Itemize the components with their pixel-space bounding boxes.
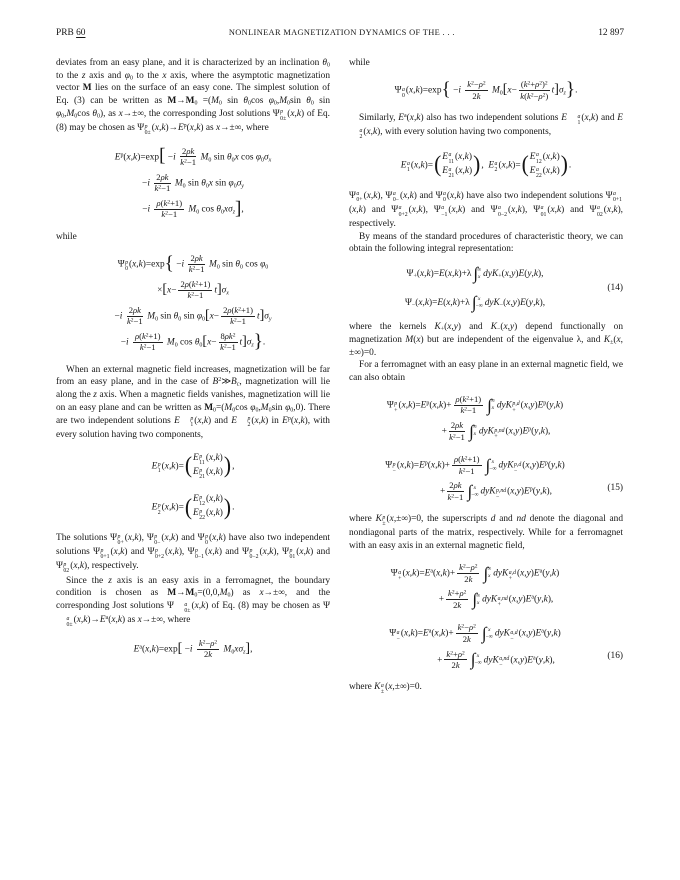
equation-line: Ψ p 0 (x,k)=exp{ −i $\frac{2\rho k}{k^2-1}$ $M_0$ $\sin \theta_0$ $\cos \varphi_0$ xyxy=(117,252,269,275)
right-column xyxy=(349,57,623,695)
equation-line: + $\frac{2\rho k}{k^2-1}$ ∫ ∞ x dyK p,nd + $(x,y)E^p(y,k)$, xyxy=(441,420,551,442)
equation-body xyxy=(349,78,623,104)
equation-body xyxy=(349,393,601,506)
equation-body xyxy=(349,148,623,181)
left-column xyxy=(56,57,330,695)
equation-Ep xyxy=(56,144,330,222)
equation-E2p-components xyxy=(56,491,330,524)
equation-line: $\Psi_+(x,k)=E(x,k)+\lambda$ ∫ ∞ x dyK$_+$(x,y)E(y,k), xyxy=(406,264,544,284)
equation-line: + $\frac{k^2+\rho^2}{2k}$ ∫ ∞ x dyK a,nd + $(x,y)E^a(y,k)$, xyxy=(438,588,554,610)
paragraph: where the kernels $K_+(x,y)$ and $K_-(x,y)$ depend functionally on magnetization M(x) but are independent of the eigenvalue λ, and $K_\pm(x,\pm\infty)=0$. xyxy=(349,322,624,358)
paragraph: Since the z axis is an easy axis in a ferromagnet, the boundary condition is chosen as $M\to M_0=(0,0,M_0)$ as x→±∞, and the corresponding Jost solutions Ψ a 0± (x,k) of Eq. (8) may be chosen as Ψ a 0± $(x,k)\to E^a(x,k)$ as x→±∞, where xyxy=(56,575,330,629)
equation-number: (14) xyxy=(607,283,623,294)
equation-line: −i $\frac{2\rho k}{k^2-1}$ $M_0$ $\sin \theta_0x$ $\sin \varphi_0\sigma_y$ xyxy=(142,171,244,194)
running-title: NONLINEAR MAGNETIZATION DYNAMICS OF THE . . . xyxy=(228,28,455,37)
equation-line: $E^a(x,k)=\exp[ -i$ $\frac{k^2-\rho^2}{2k}$ $M_0x\sigma_z$], xyxy=(133,637,253,660)
equation-line: E p 2 (x,k)= ( E p 12 (x,k) E p 22 (x,k) ) . xyxy=(151,493,235,522)
paragraph: By means of the standard procedures of characteristic theory, we can obtain the following integral representation: xyxy=(349,231,623,255)
equation-line: Ψ a 0 (x,k)=exp{ −i $\frac{k^2-\rho^2}{2k}$ $M_0[x-$ $\frac{(k^2+\rho^2)^2}{k(k^2-\rho^2)}$ $t]\sigma_z$}. xyxy=(394,79,578,101)
connector-text: while xyxy=(56,231,77,242)
equation-15 xyxy=(349,393,623,506)
equation-14 xyxy=(349,264,623,313)
equation-body xyxy=(56,251,330,356)
paragraph: where K a ± (x,±∞)=0. xyxy=(349,682,422,696)
equation-line: ×[x− $\frac{2\rho(k^2+1)}{k^2-1}$ $t]\sigma_x$ xyxy=(157,278,229,301)
equation-number: (15) xyxy=(607,483,623,494)
equation-line: Ψ a − $(x,k)=E^a(x,k)+$ $\frac{k^2-\rho^2}{2k}$ ∫ x −∞ dyK a,d − $(x,y)E^a(y,k)$ xyxy=(389,622,561,644)
equation-Psi0p xyxy=(56,251,330,356)
equation-E1p-components xyxy=(56,449,330,482)
equation-body xyxy=(349,561,601,674)
paragraph: When an external magnetic field increases, magnetization will be far from an easy plane, and in the case of $B^2≫B_c$, magnetization will lie along the z axis. When a magnetic fields vanishes, magnetization will lie on an easy plane and can be written as $M_0=(M_0\cos$ $\varphi_0,M_0\sin$ $\varphi_0,0$). There are two independent solutions E p 1 (x,k) and E p 2 (x,k) in $E^p(x,k)$, with every solution having two components, xyxy=(56,364,330,440)
equation-body xyxy=(349,264,601,313)
two-column-body xyxy=(56,57,624,695)
page-number: 12 897 xyxy=(598,28,624,38)
equation-line: + $\frac{k^2+\rho^2}{2k}$ ∫ x −∞ dyK a,nd − $(x,y)E^a(y,k)$, xyxy=(437,648,555,670)
running-header xyxy=(56,28,624,38)
paragraph: Ψ a 0+ (x,k), Ψ a 0− (x,k) and Ψ a 0 (x,k) have also two independent solutions Ψ a 0+1 (x,k) and Ψ a 0+2 (x,k), Ψ a −1 (x,k) and Ψ a 0−2 (x,k), Ψ a 01 (x,k) and Ψ a 02 (x,k), respectively. xyxy=(349,190,624,229)
equation-Ea-components xyxy=(349,148,623,181)
equation-line: + $\frac{2\rho k}{k^2-1}$ ∫ x −∞ dyK p,nd − $(x,y)E^p(y,k)$, xyxy=(440,480,552,502)
paragraph: For a ferromagnet with an easy plane in an external magnetic field, we can also obtain xyxy=(349,360,623,383)
equation-body xyxy=(56,144,330,222)
equation-line: Ψ a + $(x,k)=E^a(x,k)+$ $\frac{k^2-\rho^2}{2k}$ ∫ ∞ x dyK a,d + $(x,y)E^a(y,k)$ xyxy=(390,562,560,584)
journal-volume: PRB 60 xyxy=(56,28,86,38)
equation-number: (16) xyxy=(607,651,623,662)
connector-text: while xyxy=(349,58,370,68)
equation-line: E p 1 (x,k)= ( E p 11 (x,k) E p 21 (x,k) ) , xyxy=(151,452,235,481)
paragraph: where K p ± (x,±∞)=0, the superscripts d and nd denote the diagonal and nondiagonal parts of the matrix, respectively. While for a ferromagnet with an easy axis in an external magnetic field, xyxy=(349,514,623,551)
equation-body xyxy=(56,449,330,482)
equation-Psi0a xyxy=(349,78,623,104)
equation-line: $\Psi_-(x,k)=E(x,k)+\lambda$ ∫ x −∞ dyK$_-$(x,y)E(y,k), xyxy=(404,293,546,313)
equation-body xyxy=(56,636,330,662)
paragraph: Similarly, $E^a(x,k)$ also has two independent solutions E a 1 (x,k) and E a 2 (x,k), with every solution having two components, xyxy=(359,112,624,140)
equation-line: Ψ p − $(x,k)=E^p(x,k)+$ $\frac{\rho(k^2+1)}{k^2-1}$ ∫ x −∞ dyK p,d − $(x,y)E^p(y,k)$ xyxy=(385,454,565,476)
equation-line: −i $\frac{\rho(k^2+1)}{k^2-1}$ $M_0$ $\cos \theta_0x\sigma_z$], xyxy=(142,197,244,220)
equation-line: −i $\frac{\rho(k^2+1)}{k^2-1}$ $M_0$ $\cos \theta_0[x-$ $\frac{8\rho k^2}{k^2-1}$ $t]\sigma_z$}. xyxy=(120,330,266,353)
equation-Ea xyxy=(56,636,330,662)
equation-16 xyxy=(349,561,623,674)
equation-line: Ψ p + $(x,k)=E^p(x,k)+$ $\frac{\rho(k^2+1)}{k^2-1}$ ∫ ∞ x dyK p,d + $(x,y)E^p(y,k)$ xyxy=(386,394,564,416)
paragraph: The solutions Ψ p 0+ (x,k), Ψ p 0− (x,k) and Ψ p 0 (x,k) have also two independent solutions Ψ p 0+1 (x,k) and Ψ p 0+2 (x,k), Ψ p 0−1 (x,k) and Ψ p 0−2 (x,k), Ψ p 01 (x,k) and Ψ p 02 (x,k), respectively. xyxy=(56,533,331,575)
equation-body xyxy=(56,491,330,524)
equation-line: $E^p(x,k)=\exp[ -i$ $\frac{2\rho k}{k^2-1}$ $M_0$ $\sin \theta_0x$ $\cos \varphi_0\sigma_x$ xyxy=(114,145,272,167)
paragraph: deviates from an easy plane, and it is characterized by an inclination $\theta_0$ to the z axis and $\varphi_0$ to the x axis, where the asymptotic magnetization vector M lies on the surface of an easy cone. The simplest solution of Eq. (3) can be written as $M\to M_0 =(M_0$ $\sin \theta_0\cos$ $\varphi_0,M_0\sin$ $\theta_0$ $\sin \varphi_0,M_0\cos$ $\theta_0$), as x→±∞, the corresponding Jost solutions Ψ p 0± (x,k) of Eq. (8) may be chosen as Ψ p 0± $(x,k)\to E^p(x,k)$ as x→±∞, where xyxy=(56,58,330,136)
equation-line: −i $\frac{2\rho k}{k^2-1}$ $M_0$ $\sin \theta_0$ $\sin \varphi_0[x-$ $\frac{2\rho(k^2+1)}{k^2-1}$ $t]\sigma_y$ xyxy=(114,304,272,327)
equation-line: E a 1 (x,k)= ( E a 11 (x,k) E a 21 (x,k) ) , E a 2 (x,k)= ( E a 12 (x,k) E a 22 (x,k) ) . xyxy=(400,151,572,179)
